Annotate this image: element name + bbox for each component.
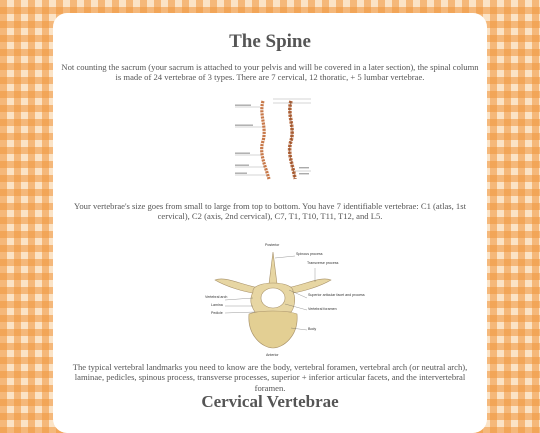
label-vertebral-arch: Vertebral arch xyxy=(205,295,228,299)
page-title: The Spine xyxy=(229,31,311,52)
landmarks-paragraph: The typical vertebral landmarks you need to know are the body, vertebral foramen, vertebral arch (or neutral arch), laminae, pedicles, spinous process, transverse processes, superior + inferior articular facets, and the intervertebral foramen. xyxy=(72,362,468,393)
label-lamina: Lamina xyxy=(211,303,223,307)
label-posterior: Posterior xyxy=(265,243,280,247)
label-spinous-process: Spinous process xyxy=(296,252,323,256)
label-anterior: Anterior xyxy=(266,353,279,357)
label-body: Body xyxy=(308,327,317,331)
vertebra-figure xyxy=(203,240,365,358)
spinal-column-figure xyxy=(233,95,313,187)
size-paragraph: Your vertebrae's size goes from small to large from top to bottom. You have 7 identifiable vertebrae: C1 (atlas, 1st cervical), C2 (axis, 2nd cervical), C7, T1, T10, T11, T12, and L5. xyxy=(74,201,466,222)
label-superior-facet: Superior articular facet and process xyxy=(308,293,365,297)
label-pedicle: Pedicle xyxy=(211,311,223,315)
section-heading-cervical: Cervical Vertebrae xyxy=(201,392,339,411)
content-card xyxy=(53,13,487,433)
label-transverse-process: Transverse process xyxy=(307,261,339,265)
label-vertebral-foramen: Vertebral foramen xyxy=(308,307,337,311)
intro-paragraph: Not counting the sacrum (your sacrum is attached to your pelvis and will be covered in a later section), the spinal column is made of 24 vertebrae of 3 types. There are 7 cervical, 12 thoratic, + 5 lumbar vertebrae. xyxy=(61,62,479,83)
